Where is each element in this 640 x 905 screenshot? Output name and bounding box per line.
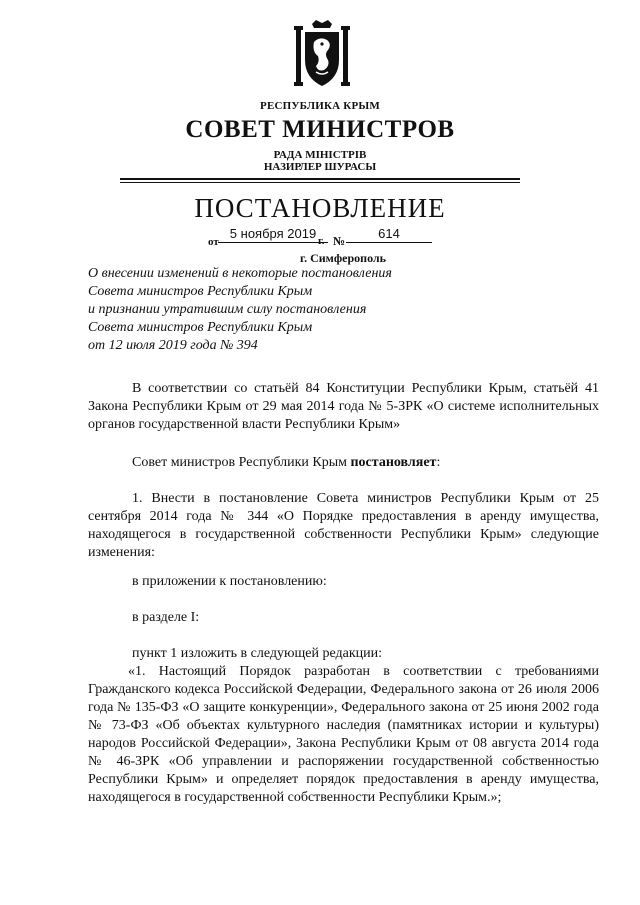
subject-line: и признании утратившим силу постановления [88,302,367,317]
point-paragraph: пункт 1 изложить в следующей редакции: [132,646,382,661]
republic-name: РЕСПУБЛИКА КРЫМ [260,100,380,112]
quoted-point-paragraph: «1. Настоящий Порядок разработан в соответствии с требованиями Гражданского кодекса Российской Федерации, Федерального закона от 26 июля 2006 года № 135-ФЗ «О защите конкуренции», Федерального закона от 25 июня 2002 года № 73-ФЗ «Об объектах культурного наследия (памятниках истории и культуры) народов Российской Федерации», Закона Республики Крым от 08 августа 2014 года № 46-ЗРК «Об управлении и распоряжении государственной собственностью Республики Крым» и определяет порядок предоставления в аренду имущества, находящегося в государственной собственности Республики Крым.»; [88,664,599,805]
date-year-suffix: г. [318,235,325,247]
subject-line: от 12 июля 2019 года № 394 [88,338,258,353]
subject-line: Совета министров Республики Крым [88,320,313,335]
number-sign: № [333,234,346,248]
preamble-paragraph: В соответствии со статьёй 84 Конституции Республики Крым, статьёй 41 Закона Республики Крым от 29 мая 2014 года № 5-ЗРК «О системе исполнительных органов государственной власти Республики Крым» [88,381,599,432]
council-title-crimean-tatar: НАЗИРЛЕР ШУРАСЫ [263,161,377,173]
section-paragraph: в разделе I: [132,610,200,625]
decree-title: ПОСТАНОВЛЕНИЕ [194,193,446,223]
decree-city: г. Симферополь [300,251,386,265]
resolves-keyword: постановляет [350,455,437,470]
decree-number: 614 [346,226,432,243]
date-prefix: от [208,236,219,248]
subject-line: Совета министров Республики Крым [88,284,313,299]
council-title-ukrainian: РАДА МІНІСТРІВ [273,149,367,161]
crimea-coat-of-arms-icon [294,20,350,90]
header-divider-thick [120,178,520,180]
resolves-paragraph: Совет министров Республики Крым постановляет: [132,455,441,470]
subject-line: О внесении изменений в некоторые постановления [88,266,392,281]
decree-subject [88,265,392,355]
annex-paragraph: в приложении к постановлению: [132,574,327,589]
council-title: СОВЕТ МИНИСТРОВ [185,116,455,143]
header-divider-thin [120,182,520,183]
decree-date: 5 ноября 2019 [218,226,328,243]
item-1-paragraph: 1. Внести в постановление Совета министров Республики Крым от 25 сентября 2014 года № 344 «О Порядке предоставления в аренду имущества, находящегося в государственной собственности Республики Крым» следующие изменения: [88,491,599,560]
